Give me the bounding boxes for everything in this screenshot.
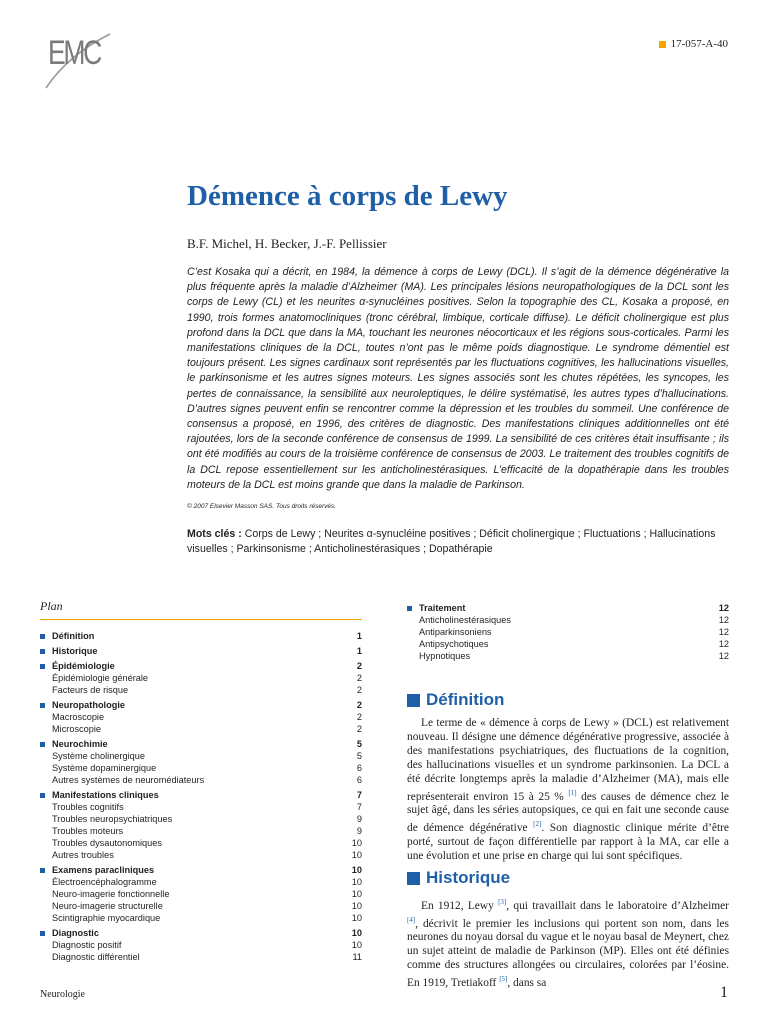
section-heading-label: Définition [426,690,505,709]
citation-link[interactable]: [4] [407,915,416,924]
plan-subentry-page: 10 [351,877,362,887]
copyright: © 2007 Elsevier Masson SAS. Tous droits réservés. [187,503,337,510]
plan-subentry-page: 2 [356,724,362,734]
plan-subentry[interactable] [407,614,729,626]
citation-link[interactable]: [5] [499,975,508,984]
plan-subentry-label: Antipsychotiques [419,639,489,649]
plan-subentry-page: 6 [356,763,362,773]
plan-subentry-label: Troubles dysautonomiques [52,838,162,848]
plan-subentry-page: 10 [351,889,362,899]
plan-subentry[interactable] [40,801,362,813]
plan-subentry-page: 9 [356,826,362,836]
keywords-list: Corps de Lewy ; Neurites α-synucléine positives ; Déficit cholinergique ; Fluctuations ; Hallucinations visuelles ; Parkinsonisme ; Anticholinestérasiques ; Dopathérapie [187,528,716,555]
plan-entry[interactable] [40,789,362,801]
journal-name: Neurologie [40,989,85,1000]
plan-entry-page: 1 [356,631,362,641]
plan-subentry-page: 10 [351,838,362,848]
plan-subentry[interactable] [40,939,362,951]
plan-subentry-page: 10 [351,913,362,923]
plan-subentry-label: Anticholinestérasiques [419,615,511,625]
historique-text-2: , qui travaillait dans le laboratoire d’Alzheimer [506,899,729,912]
plan-subentry-page: 9 [356,814,362,824]
plan-subentry-label: Diagnostic différentiel [52,952,140,962]
plan-bullet-icon [40,742,45,747]
definition-text-2: des causes de démence chez le sujet âgé, dans les séries autopsiques, ce qui en fait une seconde cause de démence dégénérative [407,790,729,834]
plan-bullet-icon [40,664,45,669]
plan-group [40,699,362,735]
plan-subentry[interactable] [40,888,362,900]
citation-link[interactable]: [1] [568,788,577,797]
citation-link[interactable]: [2] [533,820,542,829]
plan-subentry-label: Autres troubles [52,850,114,860]
plan-subentry[interactable] [40,837,362,849]
plan-subentry[interactable] [40,723,362,735]
section-bullet-icon [407,694,420,707]
plan-subentry-page: 2 [356,673,362,683]
plan-subentry-page: 12 [718,639,729,649]
plan-subentry-label: Hypnotiques [419,651,471,661]
plan-subentry-label: Électroencéphalogramme [52,877,157,887]
plan-entry[interactable] [40,864,362,876]
plan-subentry-label: Troubles moteurs [52,826,124,836]
definition-text-3: . Son diagnostic clinique mérite d’être porté, surtout de façon différentielle par rapport à la MA, car elle a une évolution et une prise en charge qui lui sont spécifiques. [407,821,729,862]
plan-subentry[interactable] [407,650,729,662]
plan-subentry[interactable] [40,774,362,786]
plan-subentry-label: Autres systèmes de neuromédiateurs [52,775,205,785]
definition-text-1: Le terme de « démence à corps de Lewy » (DCL) est relativement nouveau. Il désigne une démence dégénérative progressive, associée à des manifestations psychiatriques, des fluctuations de la cognition, des hallucinations visuelles et un syndrome parkinsonien. La DCL a été décrite longtemps après la maladie d’Alzheimer (MA), mais elle représenterait environ 15 à 25 % [407,717,729,803]
section-heading-label: Historique [426,868,511,887]
plan-subentry[interactable] [40,672,362,684]
plan-entry-label: Diagnostic [52,928,99,938]
plan-bullet-icon [40,703,45,708]
plan-entry-label: Historique [52,646,98,656]
plan-bullet-icon [40,649,45,654]
plan-group [40,660,362,696]
plan-group [40,927,362,963]
plan-entry-label: Épidémiologie [52,661,115,671]
plan-entry-label: Neuropathologie [52,700,125,710]
plan-subentry-page: 6 [356,775,362,785]
plan-subentry[interactable] [40,951,362,963]
reference-bullet-icon [659,41,666,48]
plan-subentry-label: Macroscopie [52,712,105,722]
reference-number: 17-057-A-40 [670,38,728,50]
historique-text-4: , dans sa [507,976,547,989]
historique-text-3: , décrivit le premier les inclusions qui portent son nom, dans les neurones du noyau dorsal du vague et le noyau basal de Meynert, chez un sujet atteint de maladie de Parkinson (MP). Elles ont été définies comme des structures allongées ou circulaires, colorées par l’éosine. En 1919, Tretiakoff [407,917,729,989]
plan-subentry[interactable] [40,912,362,924]
plan-subentry[interactable] [40,762,362,774]
section-heading-historique [407,868,510,888]
plan-subentry-page: 12 [718,651,729,661]
plan-bullet-icon [40,793,45,798]
plan-entry-page: 7 [356,790,362,800]
plan-entry-page: 10 [351,928,362,938]
plan-subentry[interactable] [40,876,362,888]
plan-bullet-icon [40,634,45,639]
article-title: Démence à corps de Lewy [187,180,508,212]
plan-subentry-label: Troubles cognitifs [52,802,124,812]
plan-subentry-label: Microscopie [52,724,102,734]
plan-entry[interactable] [40,927,362,939]
plan-subentry[interactable] [40,750,362,762]
plan-subentry[interactable] [40,711,362,723]
logo-text: EMC [48,34,100,72]
plan-entry-label: Définition [52,631,95,641]
section-bullet-icon [407,872,420,885]
plan-bullet-icon [40,868,45,873]
plan-subentry-page: 10 [351,850,362,860]
plan-subentry-label: Scintigraphie myocardique [52,913,161,923]
plan-subentry[interactable] [40,900,362,912]
plan-group [40,645,362,657]
plan-subentry[interactable] [40,849,362,861]
keywords-label: Mots clés : [187,528,242,540]
definition-paragraph [407,717,729,864]
plan-subentry-page: 12 [718,615,729,625]
plan-group [407,602,729,662]
plan-subentry-label: Diagnostic positif [52,940,122,950]
plan-entry-page: 12 [718,603,729,613]
page-number: 1 [720,984,728,1001]
plan-entry-label: Neurochimie [52,739,108,749]
plan-subentry-page: 11 [352,952,362,962]
plan-entry-page: 2 [356,700,362,710]
plan-group [40,738,362,786]
plan-subentry-page: 2 [356,712,362,722]
plan-entry-label: Manifestations cliniques [52,790,159,800]
plan-entry-page: 5 [356,739,362,749]
plan-subentry-page: 10 [351,940,362,950]
plan-subentry-page: 10 [351,901,362,911]
plan-subentry-label: Facteurs de risque [52,685,129,695]
plan-entry[interactable] [407,602,729,614]
plan-right-column [407,602,729,665]
plan-title: Plan [40,599,63,613]
plan-bullet-icon [407,606,412,611]
emc-logo [38,30,118,92]
plan-entry-label: Examens paracliniques [52,865,155,875]
plan-subentry-label: Troubles neuropsychiatriques [52,814,173,824]
plan-subentry-page: 5 [356,751,362,761]
plan-subentry-label: Système dopaminergique [52,763,157,773]
plan-subentry-label: Système cholinergique [52,751,145,761]
plan-entry-page: 10 [351,865,362,875]
keywords [187,527,717,557]
plan-subentry[interactable] [40,684,362,696]
plan-subentry-label: Antiparkinsoniens [419,627,492,637]
plan-subentry-label: Neuro-imagerie fonctionnelle [52,889,170,899]
plan-subentry[interactable] [407,626,729,638]
plan-entry[interactable] [40,699,362,711]
plan-entry[interactable] [40,630,362,642]
plan-subentry-page: 2 [356,685,362,695]
plan-subentry-label: Épidémiologie générale [52,673,149,683]
plan-group [40,630,362,642]
plan-subentry[interactable] [407,638,729,650]
plan-subentry-page: 7 [356,802,362,812]
plan-group [40,864,362,924]
abstract: C’est Kosaka qui a décrit, en 1984, la démence à corps de Lewy (DCL). Il s’agit de la démence dégénérative la plus fréquente après la maladie d’Alzheimer (MA). Les principales lésions neuropathologiques de la DCL sont les corps de Lewy (CL) et les neurites α-synucléines positives. Selon la topographie des CL, Kosaka a proposé, en 1990, trois formes anatomocliniques (tronc cérébral, limbique, corticale diffuse). Le déficit cholinergique est plus profond dans la DCL que dans la MA, touchant les neurones néocorticaux et les régions sous-corticales. Parmi les manifestations cliniques de la DCL, toutes n’ont pas le même poids diagnostique. Le syndrome démentiel est toujours présent. Les signes cardinaux sont représentés par les fluctuations cognitives, les hallucinations visuelles, le parkinsonisme et les autres signes moteurs. Les signes associés sont les chutes répétées, les syncopes, les pertes de connaissance, la sensibilité aux neuroleptiques, le délire systématisé, les autres types d’hallucinations. D’autres signes peuvent enfin se rencontrer comme la dépression et les troubles du sommeil. Une conférence de consensus a proposé, en 1996, des critères de diagnostic. Des manifestations cliniques additionnelles ont été rajoutées, lors de la seconde conférence de consensus de 1999. La sensibilité de ces critères était insuffisante ; ils ont été modifiés au cours de la troisième conférence de consensus de 2003. Le traitement des troubles cognitifs de la DCL repose essentiellement sur les anticholinestérasiques. L’efficacité de la dopathérapie dans les troubles moteurs de la DCL est moins grande que dans la maladie de Parkinson. [187,266,729,491]
historique-paragraph [407,896,729,991]
plan-bullet-icon [40,931,45,936]
historique-text-1: En 1912, Lewy [421,899,494,912]
article-reference [659,38,728,50]
plan-entry-page: 1 [356,646,362,656]
plan-subentry[interactable] [40,825,362,837]
plan-left-column [40,630,362,966]
plan-entry[interactable] [40,738,362,750]
plan-divider [40,619,362,620]
citation-link[interactable]: [3] [498,898,507,906]
section-heading-definition [407,690,504,710]
plan-entry[interactable] [40,645,362,657]
plan-entry-page: 2 [356,661,362,671]
plan-group [40,789,362,861]
plan-subentry-label: Neuro-imagerie structurelle [52,901,163,911]
article-authors: B.F. Michel, H. Becker, J.-F. Pellissier [187,236,387,251]
plan-subentry[interactable] [40,813,362,825]
plan-subentry-page: 12 [718,627,729,637]
plan-entry-label: Traitement [419,603,466,613]
plan-entry[interactable] [40,660,362,672]
